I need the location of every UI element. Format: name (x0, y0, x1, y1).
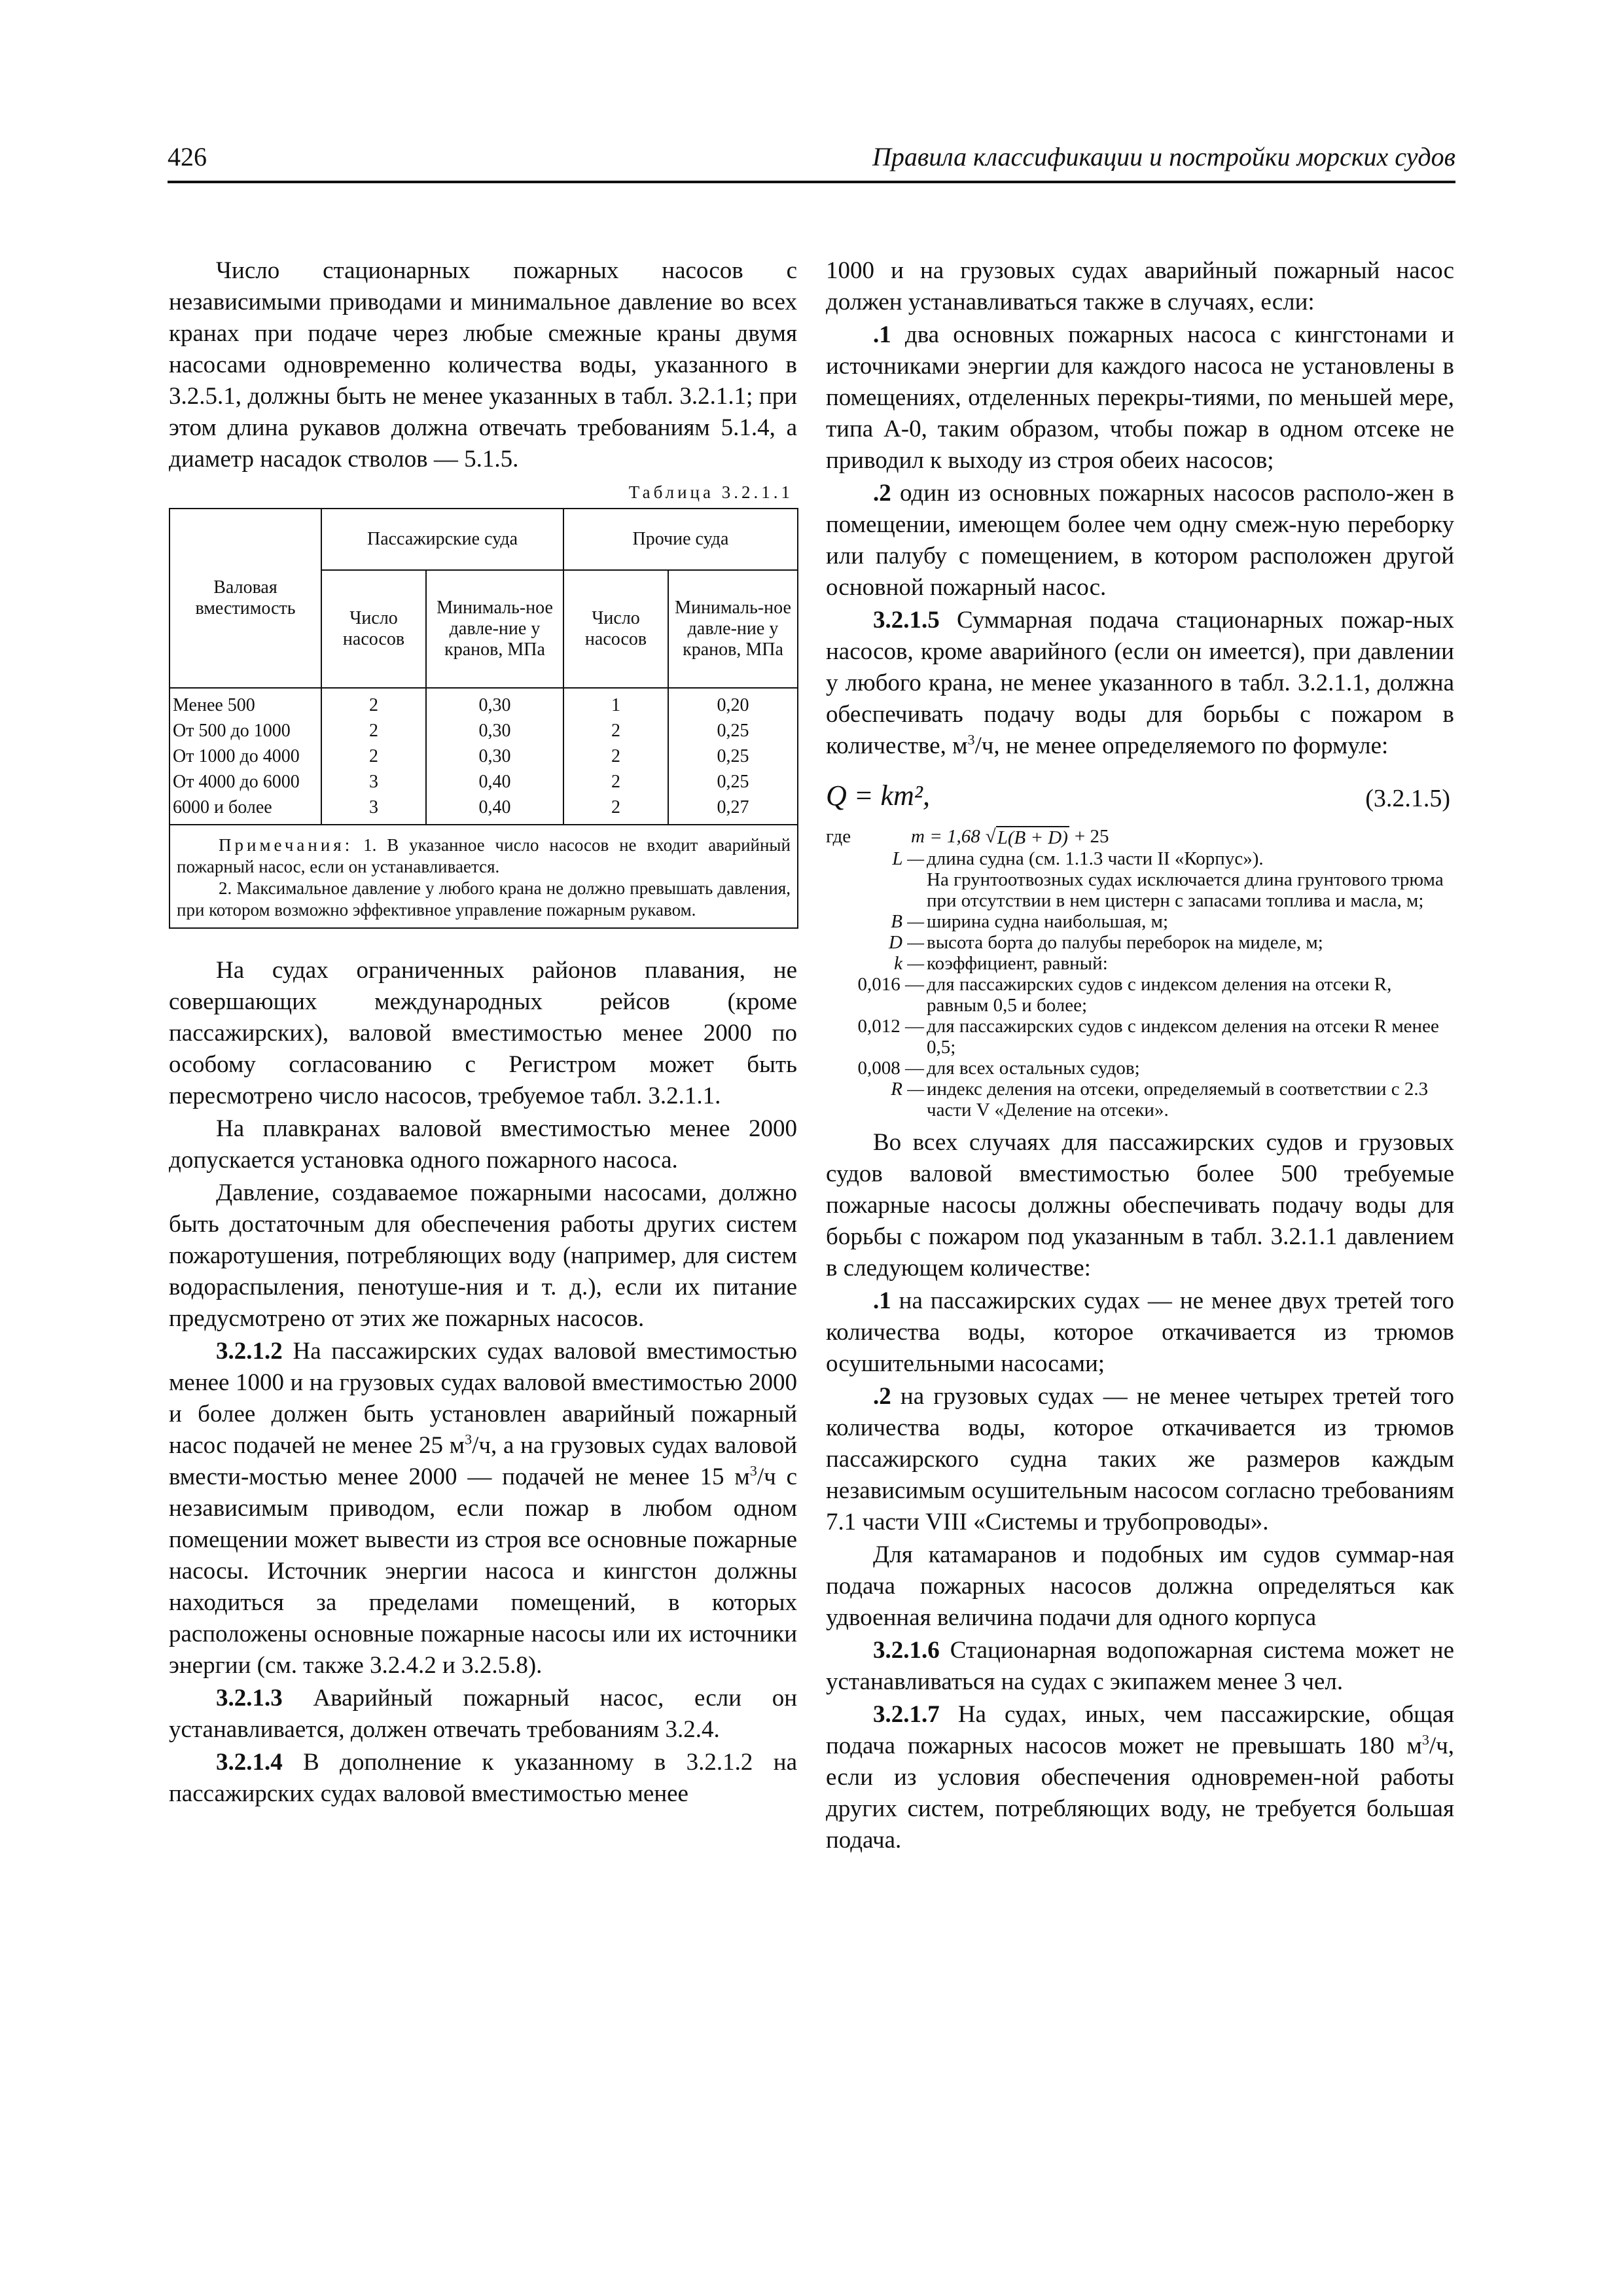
def-text: для всех остальных судов; (927, 1058, 1140, 1079)
superscript: 3 (967, 731, 975, 748)
section-number: 3.2.1.5 (873, 607, 940, 634)
col-pass-num: Число насосов (321, 570, 426, 688)
superscript: 3 (465, 1431, 473, 1448)
superscript: 3 (1421, 1731, 1429, 1748)
formula: Q = km², (826, 780, 930, 812)
paragraph-catamarans: Для катамаранов и подобных им судов суммар-ная подача пожарных насосов должна определяться как удвоенная величина подачи для одного корпуса (826, 1541, 1454, 1631)
section-number: 3.2.1.7 (873, 1701, 940, 1728)
item-2-cargo (826, 1381, 1454, 1538)
def-symbol: 0,012 — (857, 1016, 924, 1037)
section-3-2-1-6 (826, 1635, 1454, 1698)
formula-definitions (826, 826, 1454, 1121)
col-other-ships: Прочие суда (563, 509, 798, 570)
def-symbol: k — (894, 953, 924, 974)
paragraph-floating-cranes: На плавкранах валовой вместимостью менее 2000 допускается установка одного пожарного насоса. (169, 1115, 797, 1174)
rows-pass-press: 0,30 0,30 0,30 0,40 0,40 (426, 688, 563, 825)
def-text: На грунтоотвозных судах исключается длина грунтового трюма при отсутствии в нем цистерн с запасами топлива и масла, м; (927, 869, 1444, 911)
text: Суммарная подача стационарных пожар-ных насосов, кроме аварийного (если он имеется), при давлении у любого крана, не менее указанного в табл. 3.2.1.1, должна обеспечивать подачу воды для борьбы с пожаром в количестве, м (826, 607, 1455, 759)
col-pass-press: Минималь-ное давле-ние у кранов, МПа (426, 570, 563, 688)
pump-table (169, 508, 798, 929)
item-2 (826, 478, 1454, 603)
item-1-passenger (826, 1285, 1454, 1380)
col-other-press: Минималь-ное давле-ние у кранов, МПа (668, 570, 798, 688)
text: В дополнение к указанному в 3.2.1.2 на пассажирских судах валовой вместимостью менее (169, 1749, 797, 1807)
def-text: для пассажирских судов с индексом деления на отсеки R менее 0,5; (927, 1016, 1439, 1058)
text: Аварийный пожарный насос, если он устанавливается, должен отвечать требованиям 3.2.4. (169, 1685, 798, 1743)
text: один из основных пожарных насосов располо-жен в помещении, имеющем более чем одну смеж-ную переборку или палубу с помещением, в котором расположен другой основной пожарный насос. (826, 480, 1455, 601)
col-gross-tonnage: Валовая вместимость (169, 509, 321, 688)
rows-gross: Менее 500 От 500 до 1000 От 1000 до 4000 От 4000 до 6000 6000 и более (169, 688, 321, 825)
text: на пассажирских судах — не менее двух третей того количества воды, которое откачивается из трюмов осушительными насосами; (826, 1287, 1454, 1377)
def-symbol: 0,016 — (857, 974, 924, 995)
left-column (169, 255, 797, 1811)
text: два основных пожарных насоса с кингстонами и источниками энергии для каждого насоса не установлены в помещениях, отделенных перекры-тиями, по меньшей мере, типа А-0, таким образом, чтобы пожар в одном отсеке не приводил к выходу из строя обеих насосов; (826, 321, 1454, 474)
col-other-num: Число насосов (563, 570, 668, 688)
text: на грузовых судах — не менее четырех третей того количества воды, которое откачивается из трюмов пассажирского судна таких же размеров каждым независимым осушительным насосом согласно требованиям 7.1 части VIII «Системы и трубопроводы». (826, 1383, 1455, 1535)
section-number: 3.2.1.3 (216, 1685, 283, 1712)
section-3-2-1-5 (826, 605, 1454, 762)
item-number: .2 (873, 1383, 891, 1410)
section-3-2-1-4 (169, 1747, 797, 1810)
section-3-2-1-2 (169, 1336, 797, 1681)
text: На пассажирских судах валовой вместимостью менее 1000 и на грузовых судах валовой вместимостью 2000 и более должен быть установлен аварийный пожарный насос подачей не менее 25 м (169, 1338, 797, 1459)
def-symbol: 0,008 — (857, 1058, 924, 1079)
table-caption: Таблица 3.2.1.1 (628, 482, 793, 502)
text: Стационарная водопожарная система может не устанавливаться на судах с экипажем менее 3 чел. (826, 1637, 1454, 1695)
paragraph-pressure: Давление, создаваемое пожарными насосами, должно быть достаточным для обеспечения работы других систем пожаротушения, потребляющих воду (например, для систем водораспыления, пенотуше-ния и т. д.), если их питание предусмотрено от этих же пожарных насосов. (169, 1179, 797, 1332)
right-column (826, 255, 1454, 1857)
item-number: .1 (873, 1287, 891, 1314)
m-definition: где m = 1,68 √ L(B + D) + 25 (826, 826, 1109, 848)
paragraph-all-cases: Во всех случаях для пассажирских судов и грузовых судов валовой вместимостью более 500 требуемые пожарные насосы должны обеспечивать подачу воды для борьбы с пожаром под указанным в табл. 3.2.1.1 давлением в следующем количестве: (826, 1129, 1454, 1282)
item-1 (826, 319, 1454, 476)
def-text: индекс деления на отсеки, определяемый в соответствии с 2.3 части V «Деление на отсеки». (927, 1079, 1429, 1121)
note-1: 1. В указанное число насосов не входит аварийный пожарный насос, если он устанавливается. (177, 835, 791, 876)
section-number: 3.2.1.4 (216, 1749, 283, 1776)
item-number: .1 (873, 321, 891, 348)
def-symbol: L — (892, 848, 924, 869)
where-label: где (826, 826, 851, 847)
def-symbol: B — (891, 911, 924, 932)
section-number: 3.2.1.6 (873, 1637, 940, 1664)
def-symbol (826, 869, 927, 911)
rows-pass-num: 2 2 2 3 3 (321, 688, 426, 825)
def-text: высота борта до палубы переборок на миделе, м; (927, 932, 1323, 953)
def-text: ширина судна наибольшая, м; (927, 911, 1168, 932)
note-2: 2. Максимальное давление у любого крана не должно превышать давления, при котором возможно эффективное управление пожарным рукавом. (177, 878, 791, 920)
formula-block (826, 778, 1454, 821)
page-number: 426 (168, 142, 207, 171)
section-3-2-1-3 (169, 1683, 797, 1746)
text: /ч с независимым приводом, если пожар в любом одном помещении может вывести из строя все основные пожарные насосы. Источник энергии насоса и кингстон должны находиться за пределами помещений, в которых расположены основные пожарные насосы или их источники энергии (см. также 3.2.4.2 и 3.2.5.8). (169, 1463, 798, 1679)
def-text: длина судна (см. 1.1.3 части II «Корпус»). (927, 848, 1264, 869)
paragraph-continuation: 1000 и на грузовых судах аварийный пожарный насос должен устанавливаться также в случаях, если: (826, 257, 1454, 315)
text: /ч, а на грузовых судах валовой вмести-мостью менее 2000 — подачей не менее 15 м (169, 1432, 797, 1490)
rows-other-press: 0,20 0,25 0,25 0,25 0,27 (668, 688, 798, 825)
item-number: .2 (873, 480, 891, 507)
paragraph-pump-count: Число стационарных пожарных насосов с независимыми приводами и минимальное давление во всех кранах при подаче через любые смежные краны двумя насосами одновременно количества воды, указанного в 3.2.5.1, должны быть не менее указанных в табл. 3.2.1.1; при этом длина рукавов должна отвечать требованиям 5.1.4, а диаметр насадок стволов — 5.1.5. (169, 257, 797, 473)
text: /ч, не менее определяемого по формуле: (974, 732, 1389, 759)
col-passenger-ships: Пассажирские суда (321, 509, 563, 570)
text: /ч, если из условия обеспечения одновремен-ной работы других систем, потребляющих воду, не требуется большая подача. (826, 1732, 1454, 1854)
def-symbol: D — (889, 932, 924, 953)
m-sqrt: L(B + D) (997, 827, 1068, 848)
running-title: Правила классификации и постройки морских судов (872, 142, 1455, 171)
page-header (168, 141, 1455, 183)
section-3-2-1-7 (826, 1699, 1454, 1856)
def-text: коэффициент, равный: (927, 953, 1108, 974)
def-symbol: R — (891, 1079, 924, 1100)
formula-number: (3.2.1.5) (1365, 785, 1450, 812)
rows-other-num: 1 2 2 2 2 (563, 688, 668, 825)
text: На судах, иных, чем пассажирские, общая подача пожарных насосов может не превышать 180 м (826, 1701, 1455, 1759)
m-tail: + 25 (1074, 826, 1109, 847)
paragraph-limited-areas: На судах ограниченных районов плавания, не совершающих международных рейсов (кроме пассажирских), валовой вместимостью менее 2000 по особому согласованию с Регистром может быть пересмотрено число насосов, требуемое табл. 3.2.1.1. (169, 957, 797, 1109)
section-number: 3.2.1.2 (216, 1338, 283, 1365)
notes-label: Примечания: (219, 835, 353, 855)
superscript: 3 (749, 1462, 757, 1479)
table-notes (169, 825, 798, 928)
def-text: для пассажирских судов с индексом деления на отсеки R, равным 0,5 и более; (927, 974, 1392, 1016)
m-formula: m = 1,68 (911, 826, 980, 847)
